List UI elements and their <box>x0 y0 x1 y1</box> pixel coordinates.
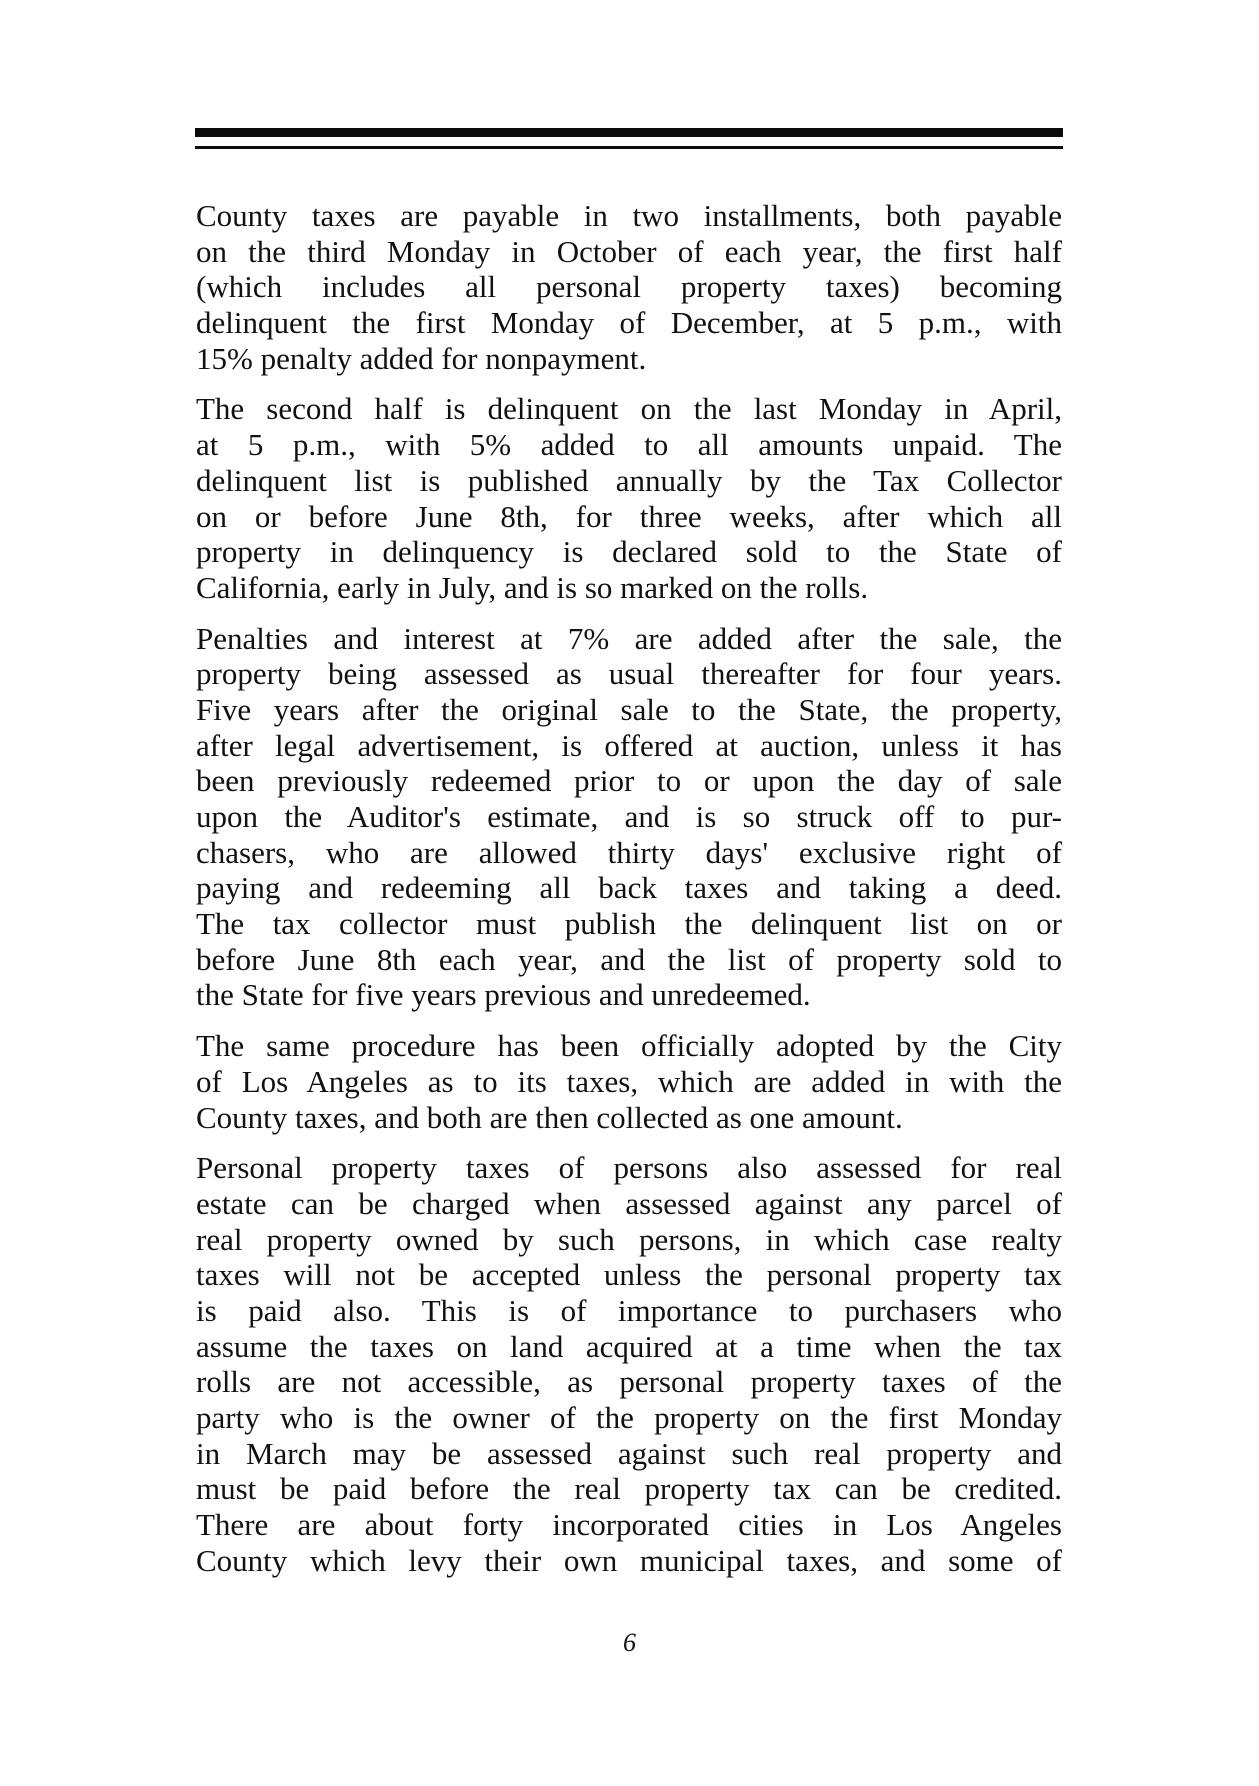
text-line: taxes will not be accepted unless the personal property tax <box>196 1257 1062 1293</box>
text-line: property being assessed as usual thereafter for four years. <box>196 656 1062 692</box>
text-line: been previously redeemed prior to or upon the day of sale <box>196 763 1062 799</box>
text-line: after legal advertisement, is offered at auction, unless it has <box>196 727 1062 763</box>
text-line: delinquent list is published annually by the Tax Collector <box>196 462 1062 498</box>
text-line: must be paid before the real property tax can be credited. <box>196 1471 1062 1507</box>
text-line: in March may be assessed against such real property and <box>196 1435 1062 1471</box>
text-line: party who is the owner of the property on the first Monday <box>196 1400 1062 1435</box>
text-line: rolls are not accessible, as personal property taxes of the <box>196 1364 1062 1400</box>
header-rule-thin <box>195 146 1063 149</box>
text-line: on or before June 8th, for three weeks, after which all <box>196 498 1062 534</box>
text-line: California, early in July, and is so marked on the rolls. <box>196 569 869 605</box>
text-line: on the third Monday in October of each year, the first half <box>196 233 1062 269</box>
header-rule-thick <box>195 128 1063 137</box>
text-line: County taxes are payable in two installments, both payable <box>196 198 1062 233</box>
text-line: Personal property taxes of persons also assessed for real <box>196 1150 1062 1186</box>
text-line: delinquent the first Monday of December, at 5 p.m., with <box>196 305 1062 341</box>
paragraph-penalties <box>196 621 1062 1014</box>
paragraph-city-procedure <box>196 1028 1062 1135</box>
text-line: County which levy their own municipal taxes, and some of <box>196 1542 1062 1578</box>
text-line: the State for five years previous and unredeemed. <box>196 977 811 1013</box>
text-line: at 5 p.m., with 5% added to all amounts unpaid. The <box>196 427 1062 463</box>
text-line: is paid also. This is of importance to purchasers who <box>196 1292 1062 1328</box>
text-line: Penalties and interest at 7% are added after the sale, the <box>196 620 1062 656</box>
paragraph-second-half <box>196 391 1062 605</box>
text-line: of Los Angeles as to its taxes, which are added in with the <box>196 1063 1062 1099</box>
page-number: 6 <box>623 1628 636 1657</box>
text-line: upon the Auditor's estimate, and is so struck off to pur- <box>196 799 1062 834</box>
body-text <box>196 198 1062 1593</box>
text-line: paying and redeeming all back taxes and taking a deed. <box>196 870 1062 906</box>
text-line: property in delinquency is declared sold to the State of <box>196 534 1062 570</box>
text-line: assume the taxes on land acquired at a time when the tax <box>196 1328 1062 1364</box>
text-line: chasers, who are allowed thirty days' exclusive right of <box>196 834 1062 870</box>
text-line: Five years after the original sale to the State, the property, <box>196 691 1062 727</box>
paragraph-personal-property <box>196 1150 1062 1578</box>
text-line: (which includes all personal property taxes) becoming <box>196 269 1062 305</box>
text-line: There are about forty incorporated cities in Los Angeles <box>196 1507 1062 1543</box>
text-line: The second half is delinquent on the last Monday in April, <box>196 391 1062 427</box>
paragraph-county-taxes <box>196 198 1062 376</box>
text-line: real property owned by such persons, in which case realty <box>196 1221 1062 1257</box>
text-line: The tax collector must publish the delinquent list on or <box>196 906 1062 942</box>
text-line: The same procedure has been officially adopted by the City <box>196 1028 1062 1064</box>
text-line: 15% penalty added for nonpayment. <box>196 340 647 376</box>
text-line: County taxes, and both are then collected as one amount. <box>196 1099 903 1135</box>
text-line: estate can be charged when assessed against any parcel of <box>196 1185 1062 1221</box>
text-line: before June 8th each year, and the list of property sold to <box>196 941 1062 977</box>
